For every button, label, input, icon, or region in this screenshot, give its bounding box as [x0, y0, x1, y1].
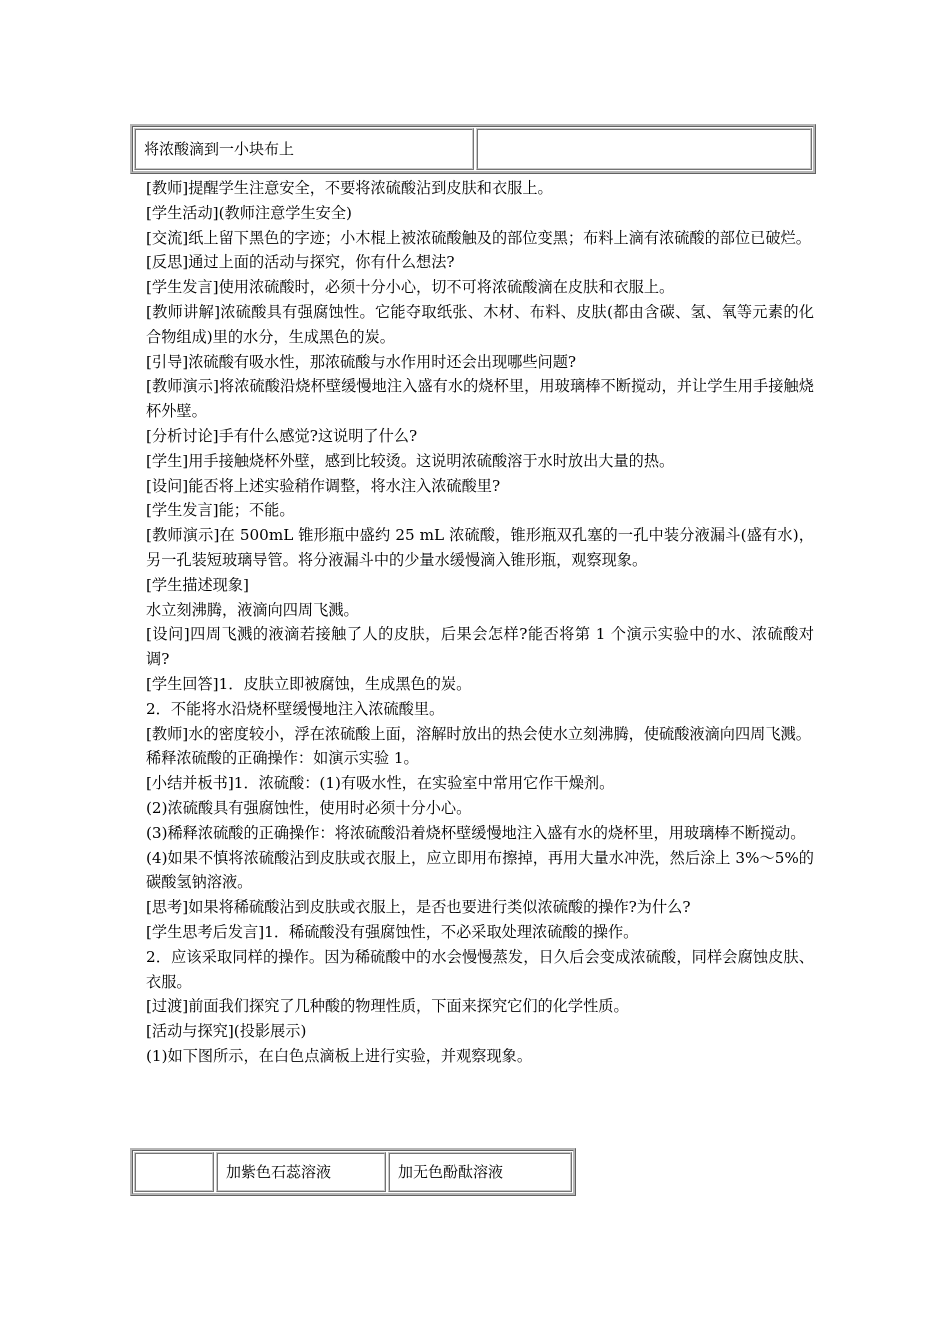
indicator-table-bottom	[130, 1148, 576, 1196]
paragraph: [设问]四周飞溅的液滴若接触了人的皮肤，后果会怎样?能否将第 1 个演示实验中的水、浓硫酸对调?	[146, 625, 814, 669]
paragraph: [过渡]前面我们探究了几种酸的物理性质，下面来探究它们的化学性质。	[146, 997, 629, 1016]
paragraph: (3)稀释浓硫酸的正确操作：将浓硫酸沿着烧杯壁缓慢地注入盛有水的烧杯里，用玻璃棒不断搅动。	[146, 823, 806, 842]
paragraph: [小结并板书]1．浓硫酸：(1)有吸水性，在实验室中常用它作干燥剂。	[146, 774, 615, 793]
paragraph: [引导]浓硫酸有吸水性，那浓硫酸与水作用时还会出现哪些问题?	[146, 352, 577, 371]
paragraph: [教师]提醒学生注意安全，不要将浓硫酸沾到皮肤和衣服上。	[146, 179, 553, 197]
table-cell	[476, 128, 812, 170]
paragraph: [学生发言]能；不能。	[146, 501, 295, 520]
paragraph: [反思]通过上面的活动与探究，你有什么想法?	[146, 253, 455, 272]
paragraph: [学生回答]1．皮肤立即被腐蚀，生成黑色的炭。	[146, 674, 472, 693]
paragraph: [学生思考后发言]1．稀硫酸没有强腐蚀性，不必采取处理浓硫酸的操作。	[146, 922, 639, 941]
paragraph: [教师演示]在 500mL 锥形瓶中盛约 25 mL 浓硫酸，锥形瓶双孔塞的一孔中装分液漏斗(盛有水)，另一孔装短玻璃导管。将分液漏斗中的少量水缓慢滴入锥形瓶，观察现象。	[146, 526, 814, 569]
paragraph: [教师讲解]浓硫酸具有强腐蚀性。它能夺取纸张、木材、布料、皮肤(都由含碳、氢、氧等元素的化合物组成)里的水分，生成黑色的炭。	[146, 302, 814, 346]
table-header-cell: 加无色酚酞溶液	[388, 1152, 572, 1192]
paragraph: (4)如果不慎将浓硫酸沾到皮肤或衣服上，应立即用布擦掉，再用大量水冲洗，然后涂上 3%～5%的碳酸氢钠溶液。	[146, 848, 814, 892]
paragraph: [思考]如果将稀硫酸沾到皮肤或衣服上，是否也要进行类似浓硫酸的操作?为什么?	[146, 898, 691, 917]
paragraph: [活动与探究](投影展示)	[146, 1022, 307, 1041]
paragraph: [学生描述现象]	[146, 575, 249, 594]
paragraph: [学生活动](教师注意学生安全)	[146, 203, 352, 222]
paragraph: [教师演示]将浓硫酸沿烧杯壁缓慢地注入盛有水的烧杯里，用玻璃棒不断搅动，并让学生用手接触烧杯外壁。	[146, 377, 814, 421]
paragraph: (2)浓硫酸具有强腐蚀性，使用时必须十分小心。	[146, 798, 472, 817]
experiment-table-top	[130, 124, 816, 174]
table-header-cell: 加紫色石蕊溶液	[216, 1152, 386, 1192]
paragraph: 2．应该采取同样的操作。因为稀硫酸中的水会慢慢蒸发，日久后会变成浓硫酸，同样会腐蚀皮肤、衣服。	[146, 947, 814, 991]
paragraph: [学生]用手接触烧杯外壁，感到比较烫。这说明浓硫酸溶于水时放出大量的热。	[146, 451, 675, 470]
paragraph: (1)如下图所示，在白色点滴板上进行实验，并观察现象。	[146, 1046, 533, 1065]
paragraph: [教师]水的密度较小，浮在浓硫酸上面，溶解时放出的热会使水立刻沸腾，使硫酸液滴向四周飞溅。	[146, 724, 811, 743]
paragraph: 水立刻沸腾，液滴向四周飞溅。	[146, 600, 359, 619]
paragraph: 稀释浓硫酸的正确操作：如演示实验 1。	[146, 749, 419, 768]
paragraph: [学生发言]使用浓硫酸时，必须十分小心，切不可将浓硫酸滴在皮肤和衣服上。	[146, 278, 675, 297]
table-cell: 将浓酸滴到一小块布上	[134, 128, 474, 170]
paragraph: 2．不能将水沿烧杯壁缓慢地注入浓硫酸里。	[146, 699, 445, 718]
paragraph: [设问]能否将上述实验稍作调整，将水注入浓硫酸里?	[146, 476, 501, 495]
lesson-body	[146, 176, 814, 1069]
paragraph: [交流]纸上留下黑色的字迹；小木棍上被浓硫酸触及的部位变黑；布料上滴有浓硫酸的部位已破烂。	[146, 228, 811, 247]
table-cell	[134, 1152, 214, 1192]
paragraph: [分析讨论]手有什么感觉?这说明了什么?	[146, 426, 418, 445]
